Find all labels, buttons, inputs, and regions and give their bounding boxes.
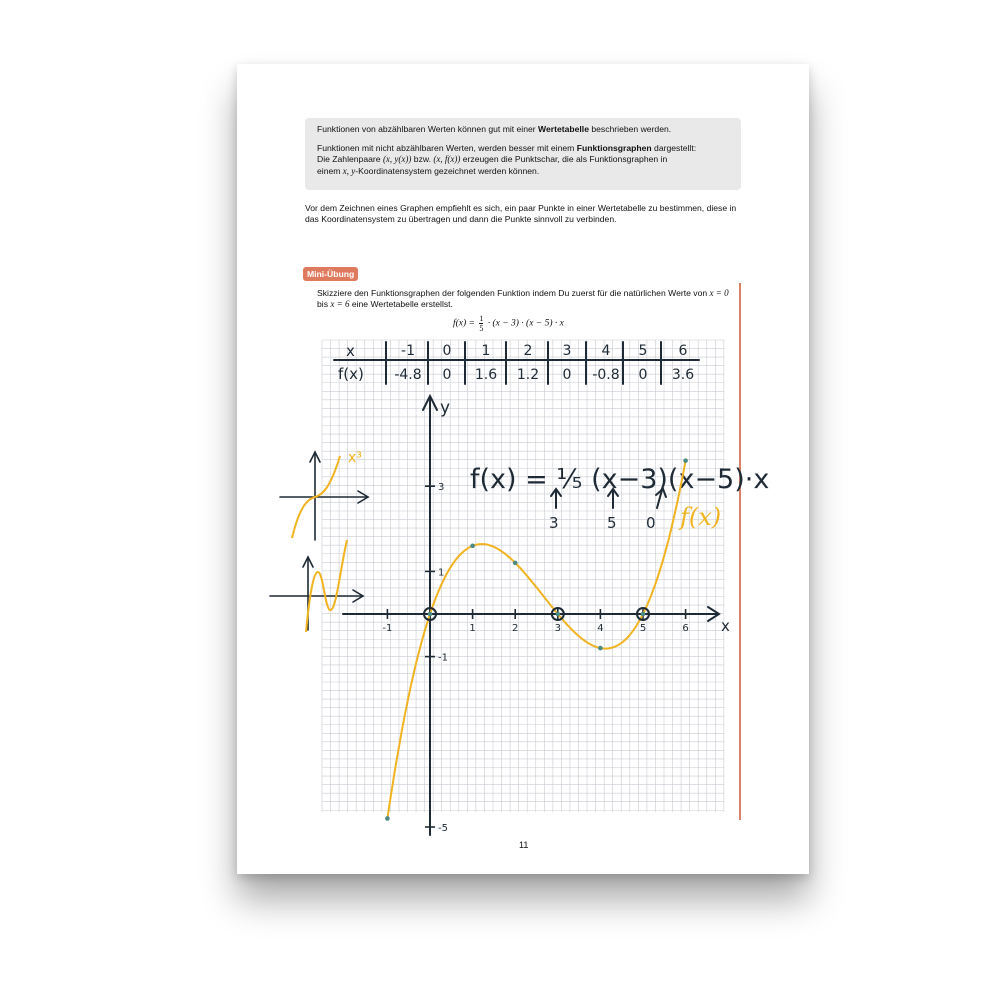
table-x-label: x (346, 342, 355, 360)
sketch-cubic (280, 450, 368, 540)
exercise-badge: Mini-Übung (303, 267, 358, 281)
formula-handwritten: f(x) = ¹⁄₅ (x−3)(x−5)·x (470, 464, 770, 495)
x-tick-label: 4 (597, 623, 604, 634)
table-values (338, 342, 694, 383)
table-x-cell: 6 (678, 343, 688, 359)
y-tick-label: -5 (438, 823, 448, 834)
x-axis-label: x (721, 617, 730, 635)
table-f-cell: 1.2 (516, 367, 540, 383)
data-point (683, 458, 688, 463)
box-line-1: Funktionen von abzählbaren Werten können gut mit einer Wertetabelle beschrieben werden. (317, 124, 672, 134)
data-point (428, 612, 433, 617)
page-number: 11 (519, 840, 529, 850)
table-x-cell: 3 (562, 343, 572, 359)
y-tick-label: -1 (438, 652, 448, 664)
term-funktionsgraphen: Funktionsgraphen (576, 143, 652, 154)
table-f-cell: 1.6 (474, 367, 498, 383)
term-wertetabelle: Wertetabelle (538, 124, 589, 134)
table-f-cell: 0 (442, 367, 452, 383)
table-f-cell: 3.6 (671, 367, 695, 383)
y-tick-label: 1 (438, 567, 445, 579)
curve-label: f(x) (680, 503, 722, 531)
x-tick-label: 2 (512, 623, 519, 634)
box-line-2: Funktionen mit nicht abzählbaren Werten, werden besser mit einem Funktionsgraphen dargestellt: Die Zahlenpaare (x, y(x)) bzw. (x, f(x)) erzeugen die Punktschar, die als Funktionsgraphen in einem x, y-Koordinatensystem gezeichnet werden können. (317, 143, 697, 176)
graph-paper-grid (322, 340, 724, 812)
table-x-cell: 0 (442, 343, 452, 359)
table-x-cell: 2 (523, 343, 533, 359)
intro-paragraph: Vor dem Zeichnen eines Graphen empfiehlt es sich, ein paar Punkte in einer Wertetabelle zu bestimmen, diese in das Koordinatensystem zu übertragen und dann die Punkte sinnvoll zu verbinden. (305, 203, 737, 225)
table-f-cell: 0 (638, 367, 648, 383)
x-tick-label: 5 (639, 623, 647, 634)
data-point (556, 612, 561, 617)
data-point (513, 561, 518, 566)
table-f-cell: -0.8 (592, 367, 620, 383)
handwritten-formula (470, 464, 769, 532)
table-f-cell: -4.8 (394, 367, 422, 383)
table-f-label: f(x) (338, 365, 364, 383)
exercise-task: Skizziere den Funktionsgraphen der folgenden Funktion indem Du zuerst für die natürlichen Werte von x = 0 bis x = 6 eine Wertetabelle erstellst. (317, 288, 729, 310)
root-0: 0 (646, 514, 656, 532)
y-axis-label: y (440, 398, 451, 418)
x-tick-label: 1 (469, 623, 476, 634)
table-x-cell: 4 (601, 343, 611, 359)
x-tick-label: 3 (554, 623, 561, 634)
table-x-cell: -1 (401, 343, 415, 359)
function-formula: f(x) = $\frac{1}{5}$ · (x − 3) · (x − 5) · x (453, 314, 564, 333)
y-tick-label: 3 (438, 482, 445, 494)
coordinate-axes (343, 396, 722, 835)
x-tick-label: -1 (382, 623, 393, 634)
data-point (470, 544, 475, 549)
x-tick-label: 6 (682, 623, 689, 634)
data-point (385, 816, 390, 821)
fraction: $\frac{1}{5}$ (479, 314, 484, 333)
data-point (641, 612, 646, 617)
cubic-label: x³ (348, 450, 362, 466)
root-3: 3 (549, 514, 559, 532)
root-5: 5 (607, 514, 617, 532)
table-x-cell: 1 (481, 343, 491, 359)
data-point (598, 646, 603, 651)
table-f-cell: 0 (562, 367, 572, 383)
table-x-cell: 5 (638, 343, 648, 359)
